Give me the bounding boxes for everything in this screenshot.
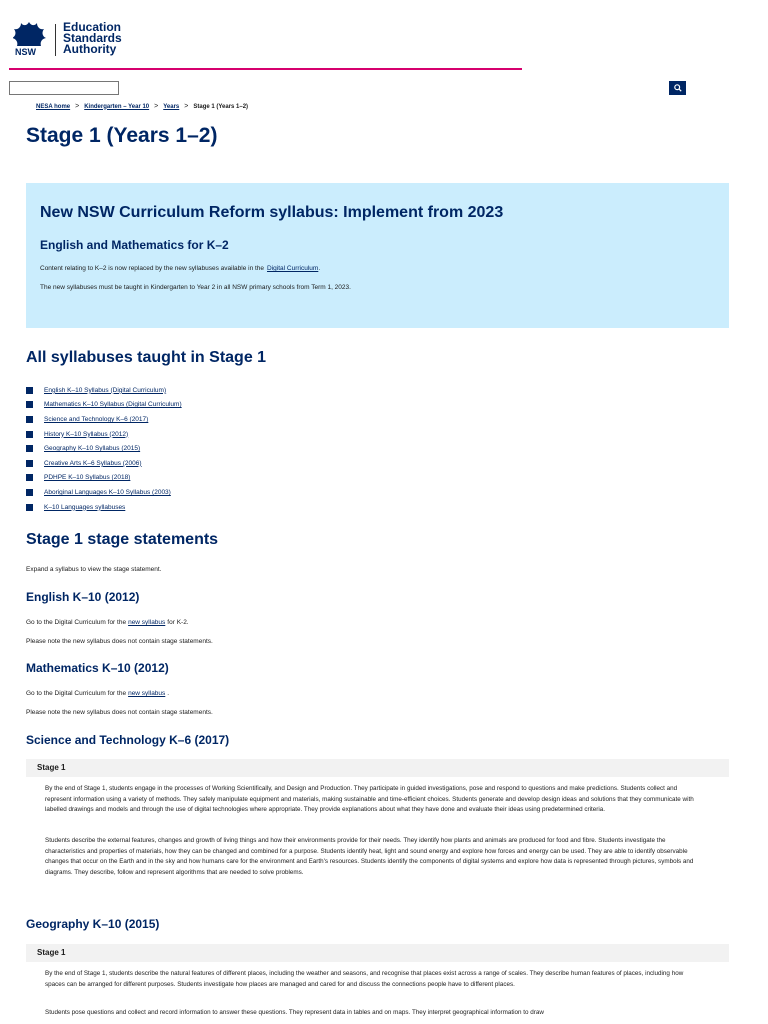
geography-paragraph-1: By the end of Stage 1, students describe the natural features of different places, including the weather and seasons, and recognise that places exist across a range of scales. They describe human features of places, including how spaces can be arranged for different purposes. Students investigate how places are managed and cared for and discuss the connections people have to different places. [45, 970, 684, 988]
bullet-icon [26, 474, 33, 481]
syllabus-link-languages[interactable]: K–10 Languages syllabuses [44, 503, 126, 511]
list-item [26, 398, 182, 413]
bullet-icon [26, 504, 33, 511]
breadcrumb-link-years[interactable]: Years [163, 103, 180, 110]
science-stage-bar[interactable]: Stage 1 [26, 759, 729, 777]
list-item [26, 427, 182, 442]
all-syllabuses-heading: All syllabuses taught in Stage 1 [26, 349, 267, 366]
english-note: Please note the new syllabus does not contain stage statements. [26, 638, 213, 645]
stage-statements-heading: Stage 1 stage statements [26, 531, 219, 548]
bullet-icon [26, 431, 33, 438]
stage-statements-intro: Expand a syllabus to view the stage statement. [26, 566, 162, 573]
syllabus-link-pdhpe[interactable]: PDHPE K–10 Syllabus (2018) [44, 474, 131, 482]
search-button[interactable] [669, 81, 686, 95]
digital-curriculum-link[interactable]: Digital Curriculum [267, 265, 319, 272]
header-rule [9, 68, 522, 70]
notice-p1-text: Content relating to K–2 is now replaced by the new syllabuses available in the [40, 265, 265, 272]
bullet-icon [26, 460, 33, 467]
bullet-icon [26, 489, 33, 496]
maths-new-syllabus-link[interactable]: new syllabus [128, 690, 166, 697]
list-item [26, 412, 182, 427]
notice-p1-end: . [318, 265, 321, 272]
list-item [26, 456, 182, 471]
english-go-paragraph [26, 619, 189, 626]
syllabus-link-geography[interactable]: Geography K–10 Syllabus (2015) [44, 445, 141, 453]
list-item [26, 485, 182, 500]
science-paragraph-2: Students describe the external features, changes and growth of living things and how their environments provide for their needs. They identify how plants and animals are produced for food and fibre. Students investigate the characteristics and properties of materials, how they can be changed and combined for a purpose. Students identify heat, light and sound energy and explore how forces and energy can be used. They are able to identify observable changes that occur on the Earth and in the sky and how humans care for the environment and Earth's resources. Students identify the components of digital systems and explore how data is represented through pictures, symbols and diagrams. They describe, follow and represent algorithms that are needed to solve problems. [45, 837, 694, 876]
geography-stage-bar[interactable]: Stage 1 [26, 944, 729, 962]
logo-wordmark[interactable] [63, 22, 122, 55]
logo-line-3: Authority [63, 42, 117, 56]
search-input[interactable] [9, 81, 119, 95]
english-go-end: for K-2. [167, 619, 189, 626]
maths-go-end: . [167, 690, 170, 697]
notice-title: New NSW Curriculum Reform syllabus: Implement from 2023 [40, 204, 504, 221]
syllabus-link-science[interactable]: Science and Technology K–6 (2017) [44, 415, 149, 423]
maths-go-paragraph [26, 690, 169, 697]
english-heading[interactable]: English K–10 (2012) [26, 590, 140, 604]
logo-line-2: Standards [63, 31, 122, 45]
list-item [26, 500, 182, 515]
maths-go-text: Go to the Digital Curriculum for the [26, 690, 127, 697]
list-item [26, 383, 182, 398]
geography-paragraph-2: Students pose questions and collect and record information to answer these questions. They represent data in tables and on maps. They interpret geographical information to draw [45, 1009, 544, 1016]
bullet-icon [26, 445, 33, 452]
site-header [0, 0, 768, 70]
search-icon [674, 84, 682, 92]
science-paragraph-1: By the end of Stage 1, students engage in the processes of Working Scientifically, and Design and Production. They participate in guided investigations, pose and respond to questions and make predictions. Students collect and represent information using a variety of methods. They safely manipulate equipment and materials, making sustainable and time-efficient choices. Students generate and develop design ideas and solutions that they communicate with labelled drawings and models and through the use of digital technologies where appropriate. They provide explanations about what they have done and evaluate their ideas using predetermined criteria. [45, 785, 694, 813]
breadcrumb [36, 103, 248, 110]
english-new-syllabus-link[interactable]: new syllabus [128, 619, 166, 626]
syllabus-link-aboriginal-languages[interactable]: Aboriginal Languages K–10 Syllabus (2003) [44, 488, 171, 496]
geography-heading[interactable]: Geography K–10 (2015) [26, 917, 160, 931]
english-go-text: Go to the Digital Curriculum for the [26, 619, 127, 626]
breadcrumb-link-nesa-home[interactable]: NESA home [36, 103, 71, 110]
syllabus-list [26, 383, 182, 514]
breadcrumb-separator: > [75, 103, 80, 110]
syllabus-link-creative-arts[interactable]: Creative Arts K–6 Syllabus (2006) [44, 459, 142, 467]
syllabus-link-english[interactable]: English K–10 Syllabus (Digital Curriculum) [44, 386, 167, 394]
notice-paragraph-2: The new syllabuses must be taught in Kindergarten to Year 2 in all NSW primary schools from Term 1, 2023. [40, 284, 351, 291]
notice-subtitle: English and Mathematics for K–2 [40, 238, 229, 252]
bullet-icon [26, 387, 33, 394]
list-item [26, 441, 182, 456]
curriculum-reform-notice [26, 183, 729, 328]
breadcrumb-separator: > [184, 103, 189, 110]
list-item [26, 471, 182, 486]
maths-note: Please note the new syllabus does not contain stage statements. [26, 709, 213, 716]
bullet-icon [26, 401, 33, 408]
logo-line-1: Education [63, 20, 122, 34]
breadcrumb-separator: > [154, 103, 159, 110]
maths-heading[interactable]: Mathematics K–10 (2012) [26, 661, 169, 675]
science-heading[interactable]: Science and Technology K–6 (2017) [26, 733, 230, 747]
notice-paragraph-1 [40, 265, 320, 272]
logo-divider [55, 24, 56, 56]
bullet-icon [26, 416, 33, 423]
syllabus-link-mathematics[interactable]: Mathematics K–10 Syllabus (Digital Curriculum) [44, 401, 182, 409]
syllabus-link-history[interactable]: History K–10 Syllabus (2012) [44, 430, 129, 438]
page-title: Stage 1 (Years 1–2) [26, 124, 218, 147]
breadcrumb-link-k10[interactable]: Kindergarten – Year 10 [84, 103, 150, 110]
breadcrumb-current: Stage 1 (Years 1–2) [193, 103, 249, 110]
logo-nsw-text: NSW [15, 47, 36, 57]
